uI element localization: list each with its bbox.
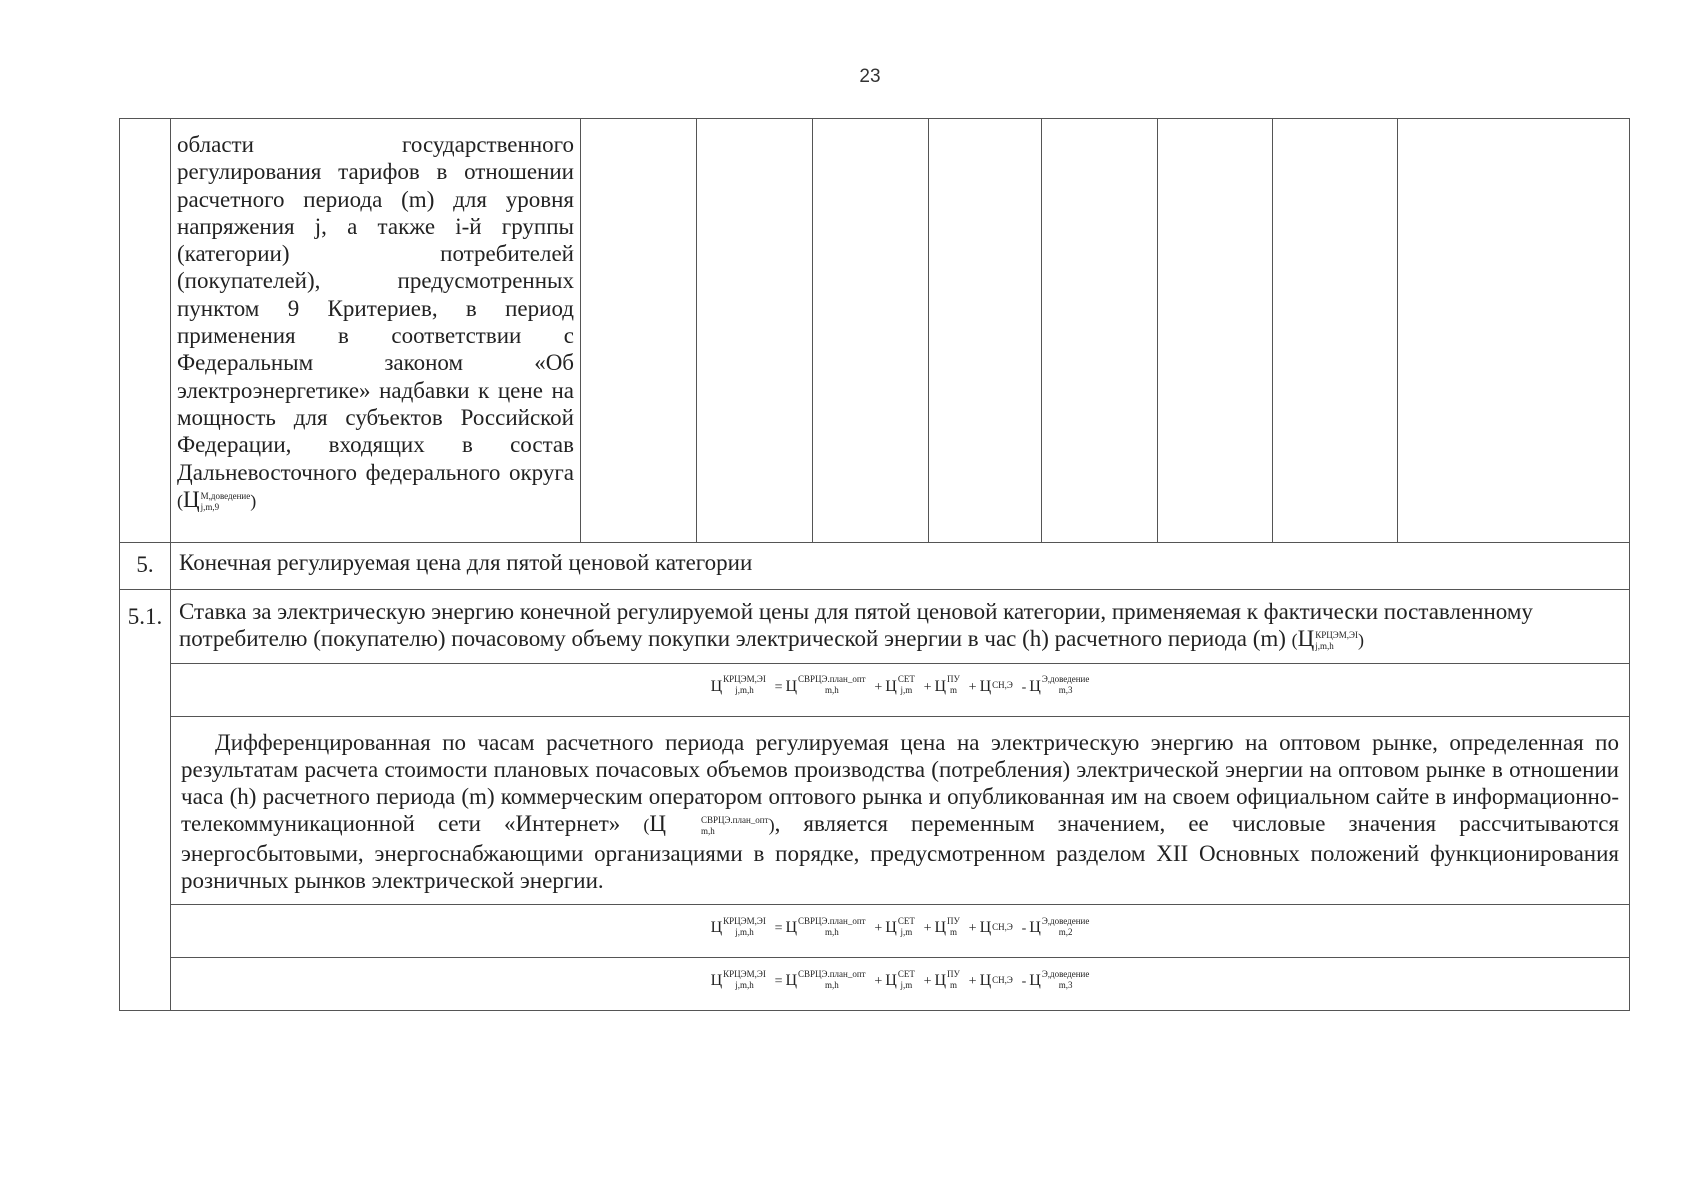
symbol-sub: j,m,h bbox=[1315, 641, 1334, 652]
formula-term: Ц bbox=[885, 919, 897, 937]
row-title: Конечная регулируемая цена для пятой ценовой категории bbox=[171, 543, 1630, 590]
value-cell bbox=[1158, 119, 1273, 543]
formula-term: Ц bbox=[979, 919, 992, 937]
value-cell bbox=[1042, 119, 1158, 543]
row-description-text: области государственного регулирования тарифов в отношении расчетного периода (m) для уровня напряжения j, а также i-й группы (категории) потребителей (покупателей), предусмотренных пунктом 9 Критериев, в период применения в соответствии с Федеральным законом «Об электроэнергетике» надбавки к цене на мощность для субъектов Российской Федерации, входящих в состав Дальневосточного федерального округа bbox=[177, 132, 574, 485]
formula-sub: j,m,h bbox=[735, 685, 754, 696]
formula-sup: ПУ bbox=[947, 916, 960, 927]
formula-op-eq: = bbox=[774, 921, 783, 937]
formula-op-eq: = bbox=[774, 679, 783, 695]
explanatory-paragraph bbox=[171, 716, 1630, 905]
formula-sup: СВРЦЭ.план_опт bbox=[798, 674, 866, 685]
formula-sup: СВРЦЭ.план_опт bbox=[798, 916, 866, 927]
value-cell bbox=[1398, 119, 1630, 543]
formula-term: Ц bbox=[1029, 919, 1041, 937]
formula-sub: j,m bbox=[900, 980, 913, 991]
formula-3 bbox=[171, 958, 1630, 1011]
formula-op-plus: + bbox=[923, 921, 932, 937]
formula-sub: m,h bbox=[824, 980, 839, 991]
symbol-close-paren: ) bbox=[1357, 630, 1364, 651]
symbol-sub: j,m,9 bbox=[200, 501, 220, 512]
formula-term: Ц bbox=[785, 919, 798, 937]
formula-sup: Э,доведение bbox=[1041, 674, 1090, 685]
formula-term: Ц bbox=[934, 677, 947, 695]
table-row-5-1 bbox=[120, 590, 1630, 664]
value-cell bbox=[929, 119, 1042, 543]
symbol-open-paren: ( bbox=[1291, 630, 1298, 651]
formula-sup: Э,доведение bbox=[1041, 969, 1090, 980]
formula-term: Ц bbox=[934, 919, 947, 937]
formula-sup: КРЦЭМ,ЭI bbox=[723, 674, 766, 685]
page-number: 23 bbox=[859, 66, 881, 87]
formula-term: Ц bbox=[885, 972, 897, 990]
formula-op-plus: + bbox=[874, 921, 883, 937]
paragraph-text-after: , является переменным значением, ее числовые значения рассчитываются энергосбытовыми, энергоснабжающими организациями в порядке, предусмотренном разделом XII Основных положений функционирования розничных рынков электрической энергии. bbox=[181, 811, 1620, 894]
formula-op-plus: + bbox=[874, 679, 883, 695]
formula-sup: КРЦЭМ,ЭI bbox=[723, 969, 766, 980]
formula-sub: j,m,h bbox=[735, 927, 754, 938]
formula-sup: Э,доведение bbox=[1041, 916, 1090, 927]
formula-sup: ПУ bbox=[947, 969, 960, 980]
formula-sup: СВРЦЭ.план_опт bbox=[798, 969, 866, 980]
formula-sub: m,2 bbox=[1058, 927, 1073, 938]
formula-sup: СЕТ bbox=[897, 969, 915, 980]
rate-description-text: Ставка за электрическую энергию конечной регулируемой цены для пятой ценовой категории, применяемая к фактически поставленному потребителю (покупателю) почасовому объему покупки электрической энергии в час (h) расчетного периода (m) bbox=[179, 599, 1533, 652]
table-row-5 bbox=[120, 543, 1630, 590]
formula-op-plus: + bbox=[923, 974, 932, 990]
symbol-indices bbox=[201, 491, 251, 513]
formula-op-plus: + bbox=[968, 679, 977, 695]
symbol-open-paren: ( bbox=[643, 815, 650, 836]
symbol-sup: КРЦЭМ,ЭI bbox=[1315, 630, 1358, 641]
formula-row bbox=[120, 958, 1630, 1011]
symbol-indices bbox=[1315, 630, 1358, 652]
symbol-indices bbox=[667, 815, 769, 837]
symbol-sub: m,h bbox=[700, 826, 715, 837]
tariff-table bbox=[119, 118, 1630, 1011]
formula-op-plus: + bbox=[968, 974, 977, 990]
formula-sup: СЕТ bbox=[897, 916, 915, 927]
symbol-price-base: Ц bbox=[1297, 626, 1315, 652]
formula-op-plus: + bbox=[874, 974, 883, 990]
formula-sub: m,h bbox=[824, 685, 839, 696]
symbol-sup: М,доведение bbox=[200, 490, 251, 501]
value-cell bbox=[813, 119, 929, 543]
formula-term: Ц bbox=[785, 677, 798, 695]
formula-sub: m bbox=[949, 685, 957, 696]
formula-sub: j,m bbox=[900, 927, 913, 938]
row-number-empty bbox=[120, 119, 171, 543]
formula-op-eq: = bbox=[774, 974, 783, 990]
formula-op-plus: + bbox=[923, 679, 932, 695]
formula-sup: СН,Э bbox=[992, 974, 1013, 985]
value-cell bbox=[697, 119, 813, 543]
formula-1 bbox=[171, 663, 1630, 716]
formula-term: Ц bbox=[1029, 972, 1041, 990]
formula-op-minus: - bbox=[1021, 679, 1027, 695]
formula-sup: СН,Э bbox=[992, 921, 1013, 932]
table-row-continued bbox=[120, 119, 1630, 543]
symbol-price-base: Ц bbox=[649, 811, 666, 837]
formula-sup: ПУ bbox=[947, 674, 960, 685]
formula-sup: СЕТ bbox=[897, 674, 915, 685]
formula-term: Ц bbox=[885, 677, 897, 695]
formula-sub: m bbox=[949, 927, 957, 938]
formula-sub: m,3 bbox=[1058, 980, 1073, 991]
formula-term: Ц bbox=[934, 972, 947, 990]
symbol-close-paren: ) bbox=[768, 815, 775, 836]
row-number: 5. bbox=[120, 543, 171, 590]
formula-op-minus: - bbox=[1021, 974, 1027, 990]
row-description bbox=[171, 119, 581, 543]
formula-op-plus: + bbox=[968, 921, 977, 937]
formula-term: Ц bbox=[979, 972, 992, 990]
formula-term: Ц bbox=[979, 677, 992, 695]
formula-sup: КРЦЭМ,ЭI bbox=[723, 916, 766, 927]
symbol-sup: СВРЦЭ.план_опт bbox=[700, 815, 769, 826]
formula-sub: m,h bbox=[824, 927, 839, 938]
symbol-open-paren: ( bbox=[177, 490, 183, 511]
formula-2 bbox=[171, 905, 1630, 958]
formula-term: Ц bbox=[1029, 677, 1041, 695]
formula-term: Ц bbox=[785, 972, 798, 990]
value-cell bbox=[1273, 119, 1398, 543]
formula-sub: m,3 bbox=[1058, 685, 1073, 696]
value-cell bbox=[581, 119, 697, 543]
formula-sup: СН,Э bbox=[992, 679, 1013, 690]
formula-op-minus: - bbox=[1021, 921, 1027, 937]
symbol-close-paren: ) bbox=[250, 490, 257, 511]
formula-row bbox=[120, 905, 1630, 958]
formula-sub: m bbox=[949, 980, 957, 991]
rate-description bbox=[171, 590, 1630, 664]
symbol-price-base: Ц bbox=[183, 486, 200, 512]
paragraph-text-before: Дифференцированная по часам расчетного периода регулируемая цена на электрическую энергию на оптовом рынке, определенная по результатам расчета стоимости плановых почасовых объемов производства (потребления) электрической энергии на оптовом рынке в отношении часа (h) расчетного периода (m) коммерческим оператором оптового рынка и опубликованная им на своем официальном сайте в информационно-телекоммуникационной сети «Интернет» bbox=[181, 729, 1619, 837]
formula-term-lhs: Ц bbox=[710, 919, 723, 937]
formula-sub: j,m bbox=[900, 685, 913, 696]
formula-term-lhs: Ц bbox=[710, 677, 723, 695]
formula-row bbox=[120, 663, 1630, 716]
formula-sub: j,m,h bbox=[735, 980, 754, 991]
row-number: 5.1. bbox=[120, 590, 171, 1011]
paragraph-row bbox=[120, 716, 1630, 905]
formula-term-lhs: Ц bbox=[710, 972, 723, 990]
